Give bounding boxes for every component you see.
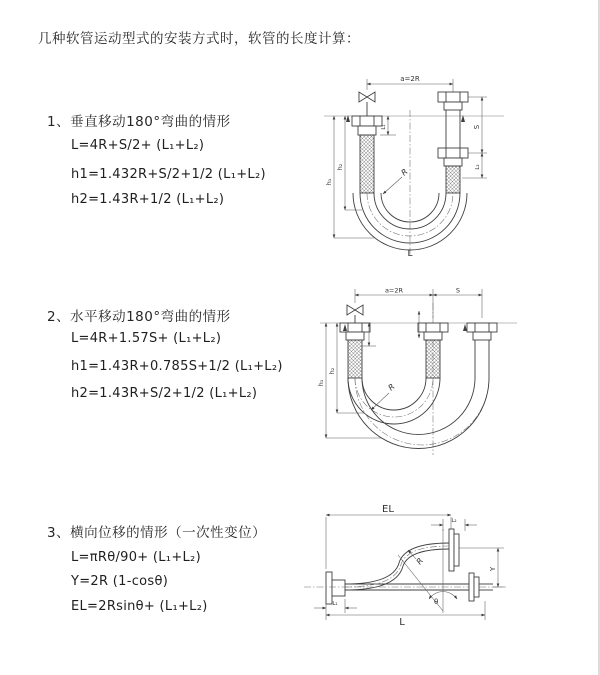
section-1-formula-h2: h2=1.43R+1/2 (L₁+L₂) (71, 192, 225, 207)
dim-l (326, 601, 485, 628)
dim-a2r (367, 75, 453, 92)
braided-hose-right (446, 166, 460, 193)
valve-icon (347, 305, 363, 323)
section-2-formula-h1: h1=1.43R+0.785S+1/2 (L₁+L₂) (71, 359, 283, 374)
label-length: L (407, 249, 413, 259)
section-3-formula-L: L=πRθ/90+ (L₁+L₂) (71, 550, 201, 565)
label-radius: R (386, 382, 397, 393)
section-1-heading: 1、垂直移动180°弯曲的情形 (47, 114, 231, 130)
label-radius: R (414, 556, 426, 567)
label-l2: L₂ (475, 164, 481, 170)
dim-y (459, 548, 504, 587)
section-2-formula-h2: h2=1.43R+S/2+1/2 (L₁+L₂) (71, 386, 258, 401)
flange-upper (449, 529, 459, 571)
label-h1: h₁ (325, 178, 333, 186)
label-s: S (455, 286, 461, 295)
section-2-heading: 2、水平移动180°弯曲的情形 (47, 309, 231, 325)
radius-leader (408, 550, 425, 566)
page-title: 几种软管运动型式的安装方式时，软管的长度计算： (38, 31, 360, 47)
dim-a2r (355, 287, 482, 319)
label-s: S (473, 124, 481, 130)
label-theta: θ (434, 598, 439, 606)
radius-leader (371, 382, 397, 410)
hose-s-curve (345, 543, 449, 590)
diagram-lateral-displacement (298, 503, 600, 655)
flange-left (326, 572, 345, 604)
pipe-left (340, 323, 370, 378)
section-3-formula-Y: Y=2R (1-cosθ) (71, 574, 169, 589)
label-y: Y (489, 566, 497, 572)
label-h2: h₂ (328, 367, 336, 375)
section-2-formula-L: L=4R+1.57S+ (L₁+L₂) (71, 331, 222, 346)
angle-construction (398, 529, 457, 613)
radius-leader (383, 167, 410, 194)
label-a2r: a=2R (400, 75, 420, 83)
section-1-formula-h1: h1=1.432R+S/2+1/2 (L₁+L₂) (71, 167, 266, 182)
diagram-horizontal-180-bend (312, 283, 532, 468)
label-h1: h₁ (317, 379, 325, 387)
braided-hose-left (360, 135, 374, 193)
dim-l1 (314, 599, 357, 613)
dim-el (326, 504, 451, 569)
pipe-left (352, 116, 382, 193)
label-l2: L₂ (451, 518, 457, 524)
label-l1: L₁ (381, 124, 387, 130)
label-el: EL (382, 504, 394, 515)
section-3-heading: 3、横向位移的情形（一次性变位） (47, 525, 267, 541)
label-l1: L₁ (332, 601, 338, 607)
valve-icon (359, 92, 375, 116)
pipe-right-displaced (467, 323, 497, 378)
section-1-formula-L: L=4R+S/2+ (L₁+L₂) (71, 138, 205, 153)
label-a2r: a=2R (384, 286, 404, 295)
dim-s (468, 97, 487, 153)
section-3-formula-EL: EL=2Rsinθ+ (L₁+L₂) (71, 599, 208, 614)
label-l: L (399, 617, 405, 628)
u-bend-original (348, 378, 440, 424)
pipe-middle (418, 323, 448, 378)
diagram-vertical-180-bend (312, 70, 527, 260)
label-h2: h₂ (336, 163, 344, 171)
label-radius: R (399, 167, 410, 178)
